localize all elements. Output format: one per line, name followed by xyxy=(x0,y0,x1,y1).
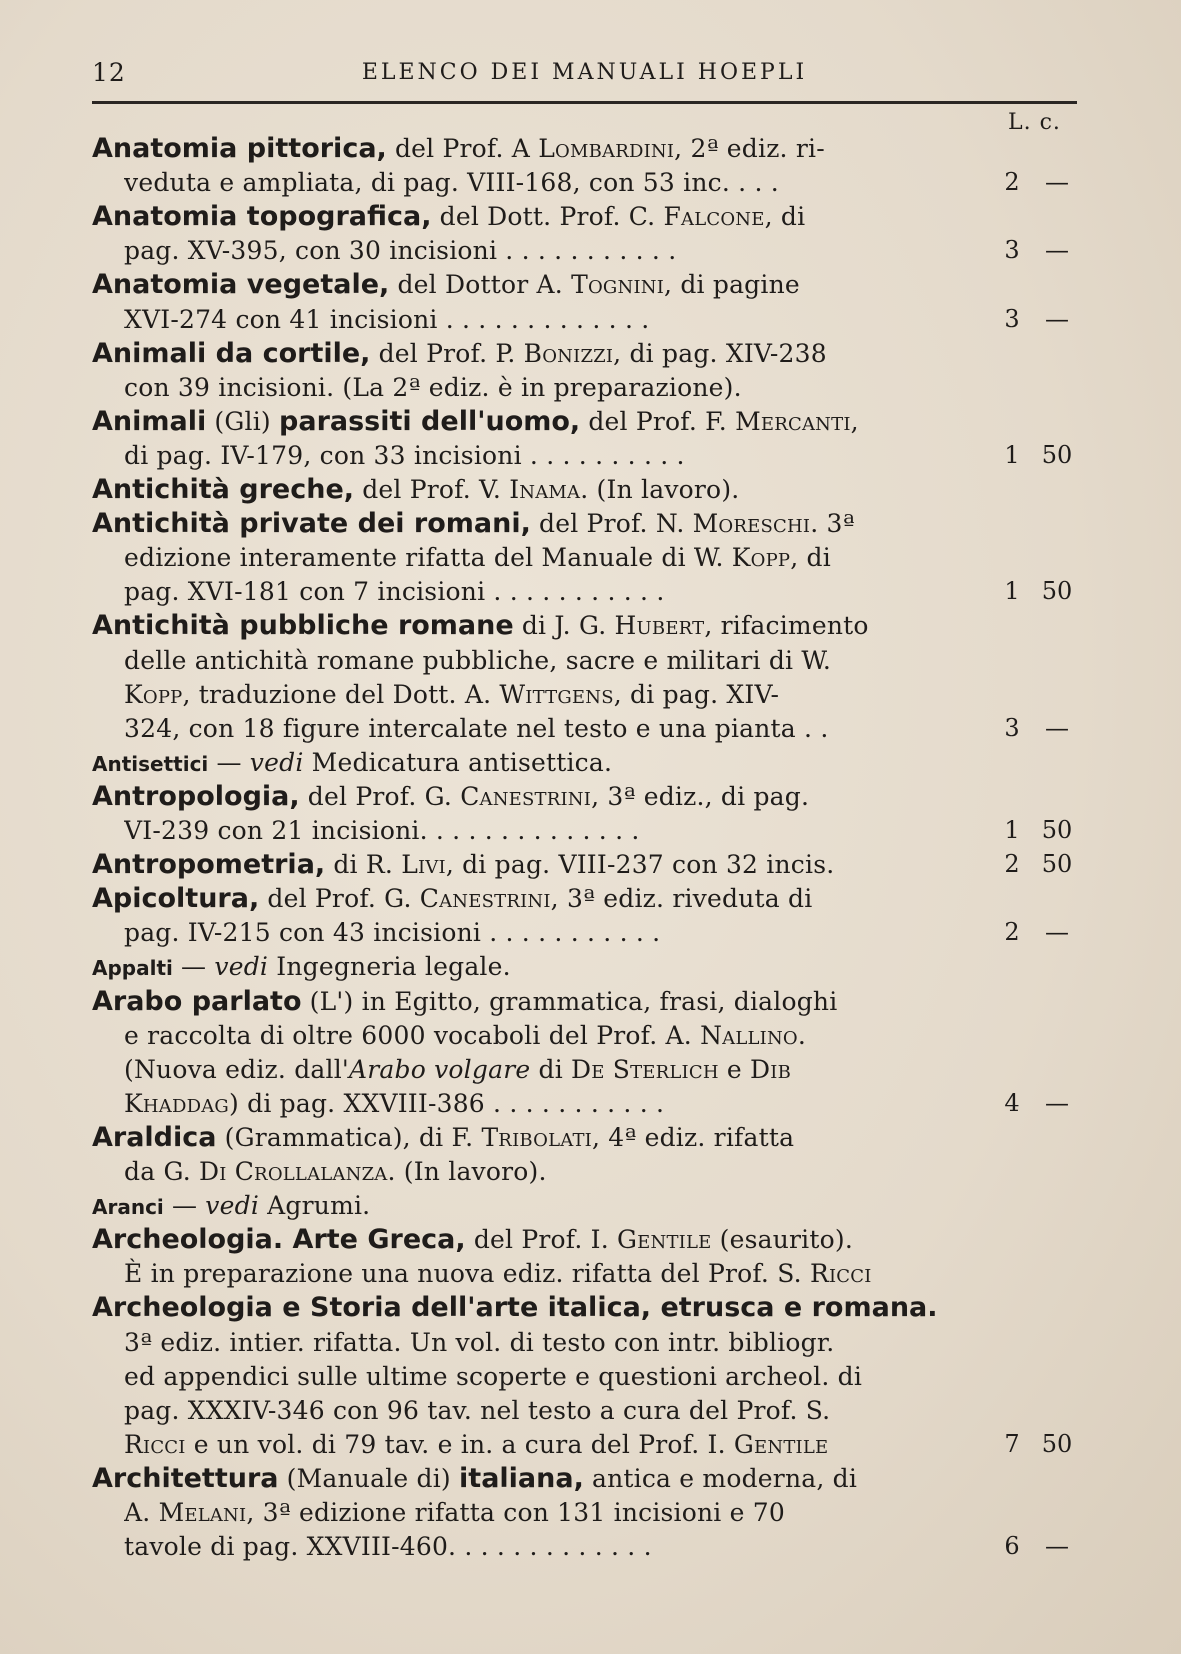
entry-text: , di pagine xyxy=(664,270,800,300)
entry-text: e xyxy=(718,1054,751,1084)
entry-text: Khaddag xyxy=(124,1088,230,1118)
entry-text: da G. xyxy=(124,1157,200,1186)
entry-heading: Animali xyxy=(92,405,207,437)
entry-text: edizione interamente rifatta del Manuale di W. xyxy=(124,543,732,573)
price-centesimi: — xyxy=(1045,304,1069,333)
entry-text: Nallino xyxy=(700,1020,798,1050)
entry-text: (L') in Egitto, grammatica, frasi, dialoghi xyxy=(301,986,838,1016)
entry-heading: Anatomia topografica, xyxy=(92,201,432,233)
entry-text-line xyxy=(124,644,990,677)
entry-text: del Prof. I. xyxy=(465,1225,618,1255)
price-lire: 1 xyxy=(1004,440,1020,469)
entry-text-line xyxy=(124,1360,990,1393)
entry-text-line xyxy=(124,1257,990,1290)
entry-heading: Antropologia, xyxy=(92,780,300,812)
entry-text: (Manuale di) xyxy=(278,1463,460,1493)
entry-heading: Aranci xyxy=(92,1195,164,1220)
entry-title-line xyxy=(92,1189,990,1222)
entry-text: . (In lavoro). xyxy=(580,475,740,504)
entry-text: , di pag. XIV-238 xyxy=(613,338,827,368)
entry-text: del Dottor A. xyxy=(389,270,572,300)
entry-text: 324, con 18 figure intercalate nel testo e una pianta . . xyxy=(124,713,829,743)
entry-title-line xyxy=(92,405,990,438)
entry-text-line xyxy=(124,1326,990,1359)
entry-text: , xyxy=(850,406,859,436)
entry-text: A. xyxy=(124,1498,159,1527)
entry-text: ) di pag. XXVIII-386 . . . . . . . . . . . xyxy=(229,1088,665,1118)
entry-text: , 4ª ediz. rifatta xyxy=(591,1122,795,1152)
entry-title-line xyxy=(92,132,990,165)
entry-title-line xyxy=(92,950,990,983)
entry-text: , rifacimento xyxy=(704,611,869,641)
entry-text-line xyxy=(124,371,990,404)
entry-text: , di xyxy=(790,543,831,573)
price-lire: 4 xyxy=(1004,1088,1020,1117)
price-centesimi: — xyxy=(1045,713,1069,742)
price-lire: 2 xyxy=(1004,168,1020,197)
price-lire: 6 xyxy=(1004,1532,1020,1561)
entry-title-line xyxy=(92,473,990,506)
entry-text: Ricci xyxy=(809,1259,872,1289)
entry-title-line xyxy=(92,1462,990,1495)
entry-text-line xyxy=(124,166,990,199)
entry-text: vedi xyxy=(249,747,304,777)
entry-title-line xyxy=(92,848,990,881)
entry-heading: Archeologia. Arte Greca, xyxy=(92,1224,466,1256)
price-lire: 3 xyxy=(1004,304,1020,333)
entry-heading: Animali da cortile, xyxy=(92,337,371,369)
price-centesimi: 50 xyxy=(1041,1429,1073,1458)
entry-text: — xyxy=(208,747,250,777)
entry-text: di xyxy=(530,1054,572,1084)
entry-heading: parassiti dell'uomo, xyxy=(279,405,581,437)
entry-title-line xyxy=(92,507,990,540)
price-column-heading: L. c. xyxy=(1008,110,1061,135)
entry-text: del Prof. P. xyxy=(370,338,524,368)
entry-text: delle antichità romane pubbliche, sacre e militari di W. xyxy=(124,645,832,675)
price-centesimi: — xyxy=(1045,1088,1069,1117)
entry-heading: Archeologia e Storia dell'arte italica, etrusca e romana. xyxy=(92,1292,938,1324)
entry-text: Lombardini xyxy=(538,134,675,163)
entry-text: Gentile xyxy=(617,1225,712,1255)
entry-title-line xyxy=(92,609,990,642)
price-lire: 1 xyxy=(1004,577,1020,606)
price-centesimi: — xyxy=(1045,1532,1069,1561)
entry-text: Tribolati xyxy=(481,1122,592,1152)
entry-text: De Sterlich xyxy=(571,1054,719,1084)
entry-text-line xyxy=(124,1019,990,1052)
entry-text-line xyxy=(124,678,990,711)
price-lire: 3 xyxy=(1004,713,1020,742)
price-lire: 2 xyxy=(1004,918,1020,947)
entry-heading: Araldica xyxy=(92,1121,217,1153)
entry-heading: Appalti xyxy=(92,956,173,981)
entry-title-line xyxy=(92,200,990,233)
entry-text-line xyxy=(124,916,990,949)
price-lire: 1 xyxy=(1004,816,1020,844)
entry-heading: Antichità greche, xyxy=(92,474,355,505)
price-centesimi: 50 xyxy=(1041,577,1073,606)
entry-text: pag. XVI-181 con 7 incisioni . . . . . . . . . . . xyxy=(124,577,665,607)
entry-text: Melani xyxy=(158,1498,247,1527)
entry-heading: Architettura xyxy=(92,1462,279,1494)
entry-text: vedi xyxy=(205,1191,260,1221)
entry-text: Bonizzi xyxy=(523,338,614,368)
entry-text-line xyxy=(124,575,990,608)
entry-text: Inama xyxy=(509,475,581,504)
entry-text: Ricci xyxy=(124,1429,186,1459)
entry-text: , 3ª edizione rifatta con 131 incisioni e 70 xyxy=(246,1498,785,1527)
entry-heading: italiana, xyxy=(459,1462,584,1494)
entry-text: del Prof. G. xyxy=(259,884,420,914)
entry-text: Agrumi. xyxy=(259,1191,371,1221)
price-centesimi: — xyxy=(1045,236,1069,265)
entry-text: . (In lavoro). xyxy=(387,1157,547,1186)
entry-text: Di Crollalanza xyxy=(199,1157,388,1186)
entry-text: (Grammatica), di F. xyxy=(216,1122,482,1152)
price-centesimi: — xyxy=(1045,168,1069,197)
entry-text-line xyxy=(124,541,990,574)
entry-text: tavole di pag. XXVIII-460. . . . . . . . . . . . . xyxy=(124,1532,652,1562)
entry-text: Hubert xyxy=(614,611,705,641)
entry-text: con 39 incisioni. (La 2ª ediz. è in preparazione). xyxy=(124,372,742,402)
entry-text: Ingegneria legale. xyxy=(268,952,511,982)
price-lire: 3 xyxy=(1004,236,1020,265)
entry-text: . xyxy=(797,1020,807,1050)
price-centesimi: — xyxy=(1045,918,1069,947)
entry-text: , 2ª ediz. ri- xyxy=(674,134,825,163)
entry-text-line xyxy=(124,1496,990,1529)
entry-text: Wittgens xyxy=(499,679,614,709)
entry-text: e raccolta di oltre 6000 vocaboli del Prof. A. xyxy=(124,1020,701,1050)
entry-text: pag. XV-395, con 30 incisioni . . . . . . . . . . . xyxy=(124,236,677,266)
entry-text: (esaurito). xyxy=(711,1225,853,1255)
entry-text: Mercanti xyxy=(735,406,851,436)
entry-text-line xyxy=(124,1394,990,1427)
entry-heading: Antisettici xyxy=(92,751,209,776)
entry-text: — xyxy=(163,1191,206,1221)
entry-text: di pag. IV-179, con 33 incisioni . . . . . . . . . . xyxy=(124,440,685,470)
entry-text: Canestrini xyxy=(460,781,592,811)
entry-text: Falcone xyxy=(663,202,765,232)
entry-text: , di pag. VIII-237 con 32 incis. xyxy=(445,850,835,880)
entry-text: antica e moderna, di xyxy=(583,1463,858,1493)
entry-text: Kopp xyxy=(731,543,791,573)
entry-text-line xyxy=(124,712,990,745)
entry-text: di J. G. xyxy=(513,611,615,641)
entry-text: del Prof. V. xyxy=(354,475,510,504)
entry-text: Gentile xyxy=(733,1429,829,1459)
entry-heading: Apicoltura, xyxy=(92,883,260,915)
entry-text: Livi xyxy=(401,850,446,880)
entry-text: È in preparazione una nuova ediz. rifatta del Prof. S. xyxy=(124,1259,810,1289)
entry-text: ed appendici sulle ultime scoperte e questioni archeol. di xyxy=(124,1361,863,1391)
entry-text: del Prof. G. xyxy=(299,781,461,811)
entry-text: , di xyxy=(764,202,806,232)
entry-title-line xyxy=(92,337,990,370)
entry-text: vedi xyxy=(214,952,269,982)
entry-title-line xyxy=(92,1223,990,1256)
entry-title-line xyxy=(92,1291,990,1324)
entry-title-line xyxy=(92,268,990,301)
entry-text: VI-239 con 21 incisioni. . . . . . . . . . . . . . xyxy=(124,816,640,845)
entry-text: (Gli) xyxy=(206,406,280,436)
entry-text-line xyxy=(124,1428,990,1461)
entry-text: del Dott. Prof. C. xyxy=(431,202,664,232)
entry-text-line xyxy=(124,1053,990,1086)
entry-title-line xyxy=(92,746,990,779)
entry-text-line xyxy=(124,814,990,847)
entry-text: Kopp xyxy=(124,679,183,709)
entry-text: XVI-274 con 41 incisioni . . . . . . . . . . . . . xyxy=(124,304,650,334)
entry-text: . 3ª xyxy=(810,509,855,539)
entry-text: , traduzione del Dott. A. xyxy=(182,679,500,709)
entry-text-line xyxy=(124,1087,990,1120)
entry-heading: Anatomia vegetale, xyxy=(92,269,390,301)
entry-heading: Antichità private dei romani, xyxy=(92,508,531,540)
entry-text: del Prof. A xyxy=(386,134,539,163)
entry-text: , 3ª ediz. riveduta di xyxy=(550,884,813,914)
entry-title-line xyxy=(92,1121,990,1154)
entry-text-line xyxy=(124,303,990,336)
entry-text: Tognini xyxy=(571,270,665,300)
entry-text: Canestrini xyxy=(419,884,551,914)
entry-text: (Nuova ediz. dall' xyxy=(124,1054,349,1084)
entry-text: Moreschi xyxy=(692,509,811,539)
price-lire: 7 xyxy=(1004,1429,1020,1458)
entry-text: 3ª ediz. intier. rifatta. Un vol. di testo con intr. bibliogr. xyxy=(124,1327,835,1357)
entry-text-line xyxy=(124,439,990,472)
entry-text: del Prof. F. xyxy=(580,406,736,436)
price-centesimi: 50 xyxy=(1041,850,1073,879)
entry-text: Dib xyxy=(750,1054,792,1084)
entry-text: pag. IV-215 con 43 incisioni . . . . . . . . . . . xyxy=(124,918,661,948)
price-centesimi: 50 xyxy=(1041,440,1073,469)
page-number: 12 xyxy=(92,58,126,87)
entry-title-line xyxy=(92,780,990,813)
entry-title-line xyxy=(92,882,990,915)
entry-text: pag. XXXIV-346 con 96 tav. nel testo a cura del Prof. S. xyxy=(124,1395,831,1425)
entry-heading: Antichità pubbliche romane xyxy=(92,610,514,642)
price-lire: 2 xyxy=(1004,850,1020,879)
entry-text: e un vol. di 79 tav. e in. a cura del Prof. I. xyxy=(185,1429,734,1459)
entry-text-line xyxy=(124,234,990,267)
entry-text: Arabo volgare xyxy=(349,1054,531,1084)
entry-heading: Anatomia pittorica, xyxy=(92,133,387,164)
entry-text-line xyxy=(124,1530,990,1563)
entry-text: , di pag. XIV- xyxy=(613,679,780,709)
entry-title-line xyxy=(92,985,990,1018)
price-centesimi: 50 xyxy=(1041,816,1073,844)
entry-text: , 3ª ediz., di pag. xyxy=(591,781,810,811)
entry-heading: Arabo parlato xyxy=(92,985,302,1017)
entry-text: Medicatura antisettica. xyxy=(303,747,613,777)
entry-text: del Prof. N. xyxy=(530,509,693,539)
entry-text: di R. xyxy=(325,850,402,880)
entry-text: — xyxy=(172,952,215,982)
entry-heading: Antropometria, xyxy=(92,849,326,881)
entry-text: veduta e ampliata, di pag. VIII-168, con 53 inc. . . . xyxy=(124,168,779,198)
entry-text-line xyxy=(124,1155,990,1188)
running-title: ELENCO DEI MANUALI HOEPLI xyxy=(361,60,808,85)
